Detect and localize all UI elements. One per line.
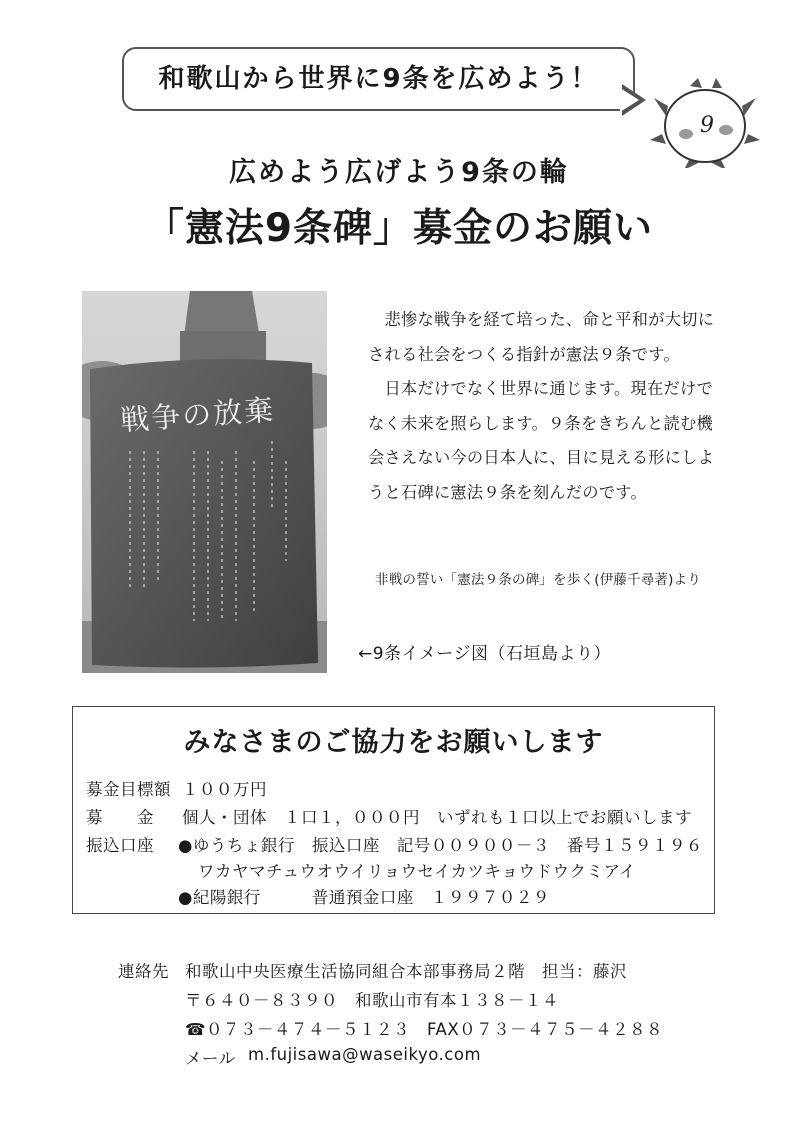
monument-photo bbox=[82, 291, 327, 673]
fund-label: 募 金 bbox=[86, 808, 154, 827]
bank1-account-name: ワカヤマチュウオウイリョウセイカツキョウドウクミアイ bbox=[198, 862, 637, 881]
page-title: 「憲法9条碑」募金のお願い bbox=[144, 206, 654, 251]
goal-value: １００万円 bbox=[182, 780, 267, 799]
source-citation: 非戦の誓い「憲法９条の碑」を歩く(伊藤千尋著)より bbox=[375, 572, 702, 588]
fund-value: 個人・団体 １口１，０００円 いずれも１口以上でお願いします bbox=[182, 808, 692, 827]
bank2-account: ●紀陽銀行 普通預金口座 １９９７０２９ bbox=[178, 888, 550, 907]
intro-text bbox=[368, 303, 718, 510]
mascot-number: 9 bbox=[700, 113, 714, 138]
contact-mail[interactable]: m.fujisawa@waseikyo.com bbox=[248, 1045, 482, 1064]
goal-label: 募金目標額 bbox=[86, 780, 171, 799]
intro-line: 日本だけでなく世界に通じます。現在だけで bbox=[368, 379, 713, 398]
bubble-text: 和歌山から世界に9条を広めよう！ bbox=[158, 64, 599, 94]
intro-line: 会さえない今の日本人に、目に見える形にしよ bbox=[368, 448, 715, 467]
contact-label: 連絡先 bbox=[118, 962, 169, 981]
subtitle: 広めよう広げよう9条の輪 bbox=[229, 157, 569, 188]
intro-line: なく未来を照らします。９条をきちんと読む機 bbox=[368, 413, 713, 433]
intro-line: される社会をつくる指針が憲法９条です。 bbox=[368, 344, 680, 364]
contact-mail-label: メール bbox=[185, 1049, 236, 1068]
contact-org: 和歌山中央医療生活協同組合本部事務局２階 担当：藤沢 bbox=[185, 962, 627, 981]
contact-postal: 〒６４０－８３９０ 和歌山市有本１３８－１４ bbox=[185, 991, 559, 1010]
donation-title: みなさまのご協力をお願いします bbox=[183, 727, 604, 758]
contact-phone: ☎０７３－４７４－５１２３ FAX０７３－４７５－４２８８ bbox=[185, 1020, 664, 1039]
photo-caption: ←9条イメージ図（石垣島より） bbox=[358, 644, 612, 664]
monument-engraved-title: 戦争の放棄 bbox=[119, 392, 277, 438]
transfer-label: 振込口座 bbox=[86, 836, 154, 855]
intro-line: うと石碑に憲法９条を刻んだのです。 bbox=[368, 482, 647, 502]
intro-line: 悲惨な戦争を経て培った、命と平和が大切に bbox=[368, 310, 715, 329]
bank1-account: ●ゆうちょ銀行 振込口座 記号００９００－３ 番号１５９１９６ bbox=[178, 836, 703, 855]
